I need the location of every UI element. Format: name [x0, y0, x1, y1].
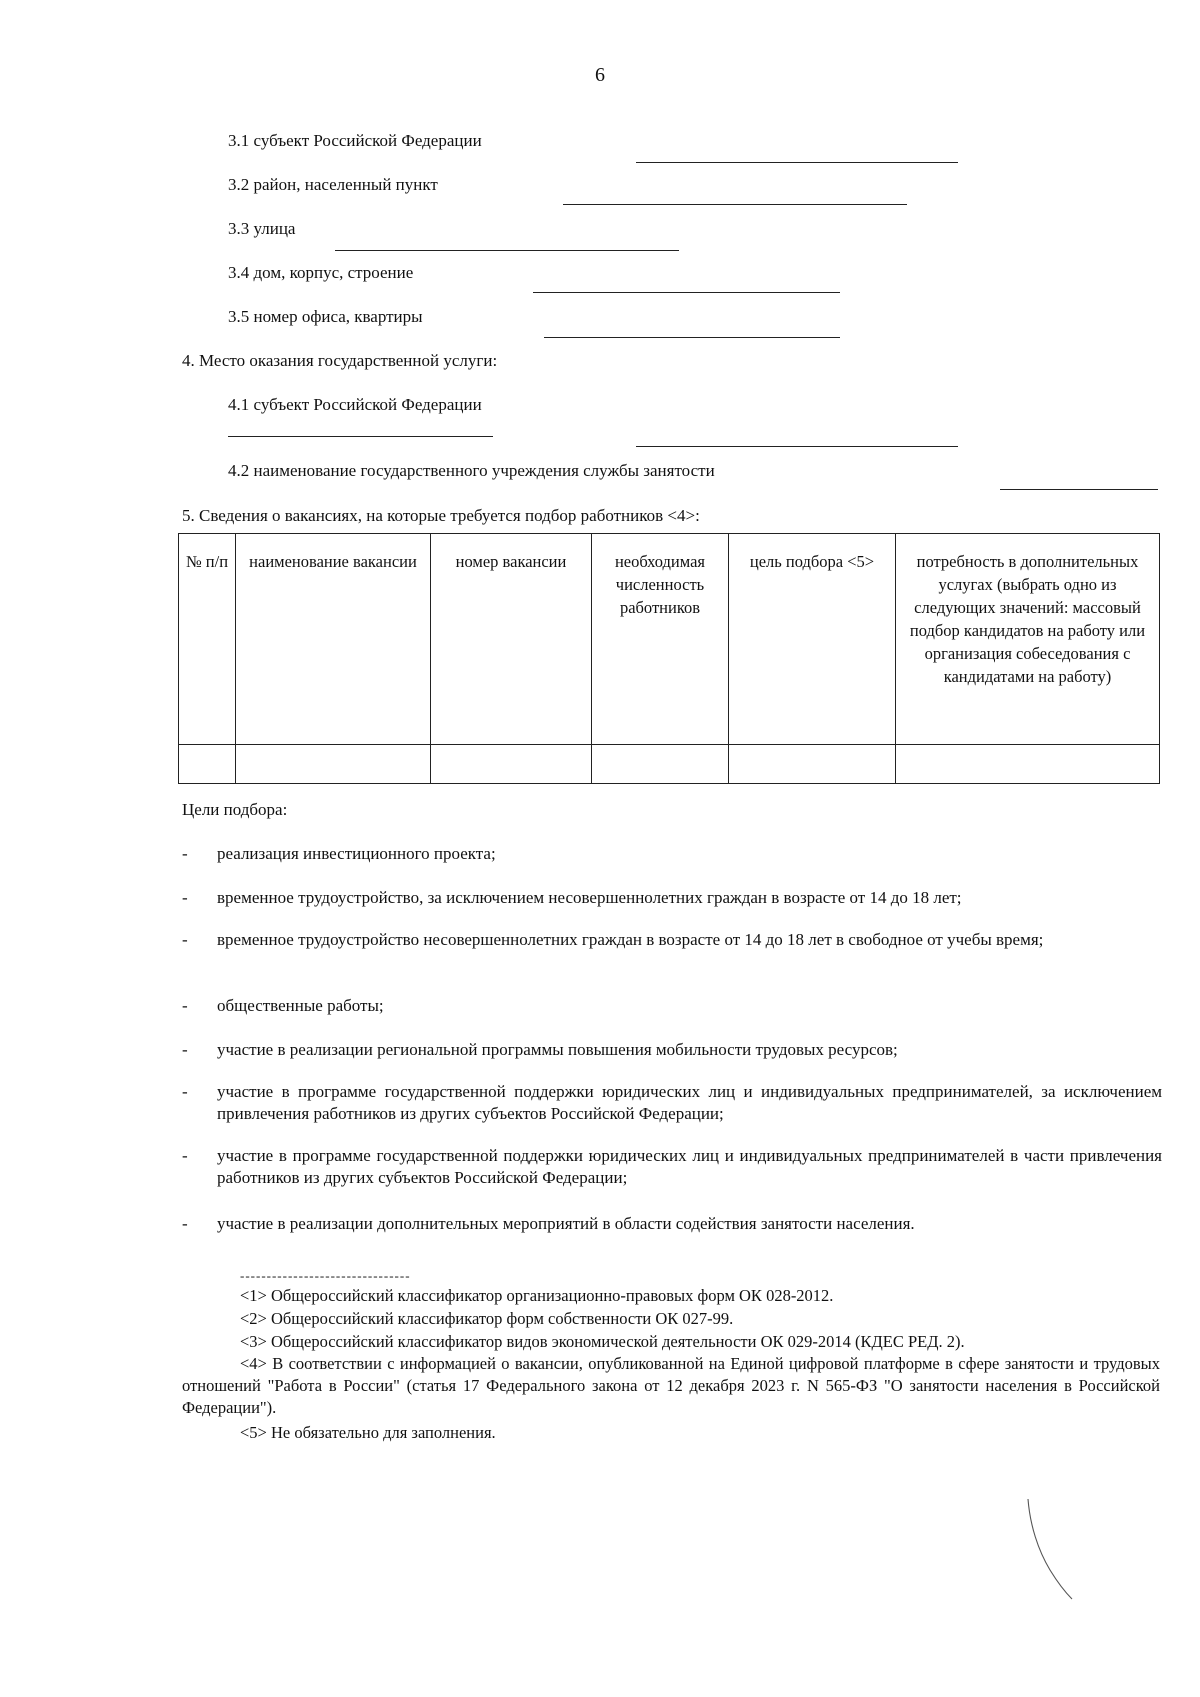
- footnote-3: <3> Общероссийский классификатор видов экономической деятельности ОК 029-2014 (КДЕС РЕД. 2).: [240, 1332, 965, 1351]
- table-row: [179, 745, 1160, 784]
- goal-text: временное трудоустройство несовершеннолетних граждан в возрасте от 14 до 18 лет в свободное от учебы время;: [217, 930, 1044, 949]
- dash-marker: -: [182, 844, 188, 863]
- table-cell[interactable]: [896, 745, 1160, 784]
- field-4-1-label: 4.1 субъект Российской Федерации: [228, 395, 482, 414]
- footnote-1: <1> Общероссийский классификатор организационно-правовых форм ОК 028-2012.: [240, 1286, 834, 1305]
- header-vacancy-number: номер вакансии: [431, 534, 592, 745]
- field-3-4-line[interactable]: [533, 292, 840, 293]
- section-4-title: 4. Место оказания государственной услуги:: [182, 351, 498, 370]
- field-3-1-label: 3.1 субъект Российской Федерации: [228, 131, 482, 150]
- field-4-2-label: 4.2 наименование государственного учреждения службы занятости: [228, 461, 715, 480]
- field-3-3-line[interactable]: [335, 250, 679, 251]
- field-4-1-line-b[interactable]: [636, 446, 958, 447]
- header-number: № п/п: [179, 534, 236, 745]
- dash-marker: -: [182, 930, 188, 949]
- table-cell[interactable]: [431, 745, 592, 784]
- table-cell[interactable]: [592, 745, 729, 784]
- section-5-title: 5. Сведения о вакансиях, на которые требуется подбор работников <4>:: [182, 506, 700, 525]
- table-cell[interactable]: [179, 745, 236, 784]
- goal-text: участие в программе государственной поддержки юридических лиц и индивидуальных предпринимателей в части привлечения работников из других субъектов Российской Федерации;: [217, 1146, 1162, 1187]
- dash-marker: -: [182, 888, 188, 907]
- header-required-count: необходимая численность работников: [592, 534, 729, 745]
- dash-marker: -: [182, 1214, 188, 1233]
- field-4-2-line[interactable]: [1000, 489, 1158, 490]
- table-cell[interactable]: [729, 745, 896, 784]
- goal-text: общественные работы;: [217, 996, 384, 1015]
- pen-stroke-mark: [1020, 1495, 1080, 1605]
- goal-text: реализация инвестиционного проекта;: [217, 844, 496, 863]
- dash-marker: -: [182, 1082, 188, 1101]
- table-header-row: [179, 534, 1160, 745]
- field-3-4-label: 3.4 дом, корпус, строение: [228, 263, 414, 282]
- dash-marker: -: [182, 1146, 188, 1165]
- field-3-5-line[interactable]: [544, 337, 840, 338]
- header-selection-goal: цель подбора <5>: [729, 534, 896, 745]
- field-3-2-line[interactable]: [563, 204, 907, 205]
- footnote-5: <5> Не обязательно для заполнения.: [240, 1423, 496, 1442]
- header-additional-services: потребность в дополнительных услугах (выбрать одно из следующих значений: массовый подбор кандидатов на работу или организация собеседования с кандидатами на работу): [896, 534, 1160, 745]
- field-3-5-label: 3.5 номер офиса, квартиры: [228, 307, 423, 326]
- footnote-separator: --------------------------------: [240, 1268, 411, 1283]
- dash-marker: -: [182, 996, 188, 1015]
- goal-text: участие в программе государственной поддержки юридических лиц и индивидуальных предпринимателей, за исключением привлечения работников из других субъектов Российской Федерации;: [217, 1082, 1162, 1123]
- footnote-4: <4> В соответствии с информацией о вакансии, опубликованной на Единой цифровой платформе в сфере занятости и трудовых отношений "Работа в России" (статья 17 Федерального закона от 12 декабря 2023 г. N 565-ФЗ "О занятости населения в Российской Федерации").: [182, 1354, 1160, 1417]
- field-3-3-label: 3.3 улица: [228, 219, 296, 238]
- goal-text: временное трудоустройство, за исключением несовершеннолетних граждан в возрасте от 14 до 18 лет;: [217, 888, 962, 907]
- field-3-2-label: 3.2 район, населенный пункт: [228, 175, 438, 194]
- field-3-1-line[interactable]: [636, 162, 958, 163]
- vacancies-table: [178, 533, 1160, 784]
- header-vacancy-name: наименование вакансии: [236, 534, 431, 745]
- goals-title: Цели подбора:: [182, 800, 288, 819]
- field-4-1-line-a[interactable]: [228, 436, 493, 437]
- goal-text: участие в реализации дополнительных мероприятий в области содействия занятости населения.: [217, 1214, 915, 1233]
- goal-text: участие в реализации региональной программы повышения мобильности трудовых ресурсов;: [217, 1040, 898, 1059]
- page-number: 6: [595, 64, 605, 86]
- table-cell[interactable]: [236, 745, 431, 784]
- footnote-2: <2> Общероссийский классификатор форм собственности ОК 027-99.: [240, 1309, 734, 1328]
- dash-marker: -: [182, 1040, 188, 1059]
